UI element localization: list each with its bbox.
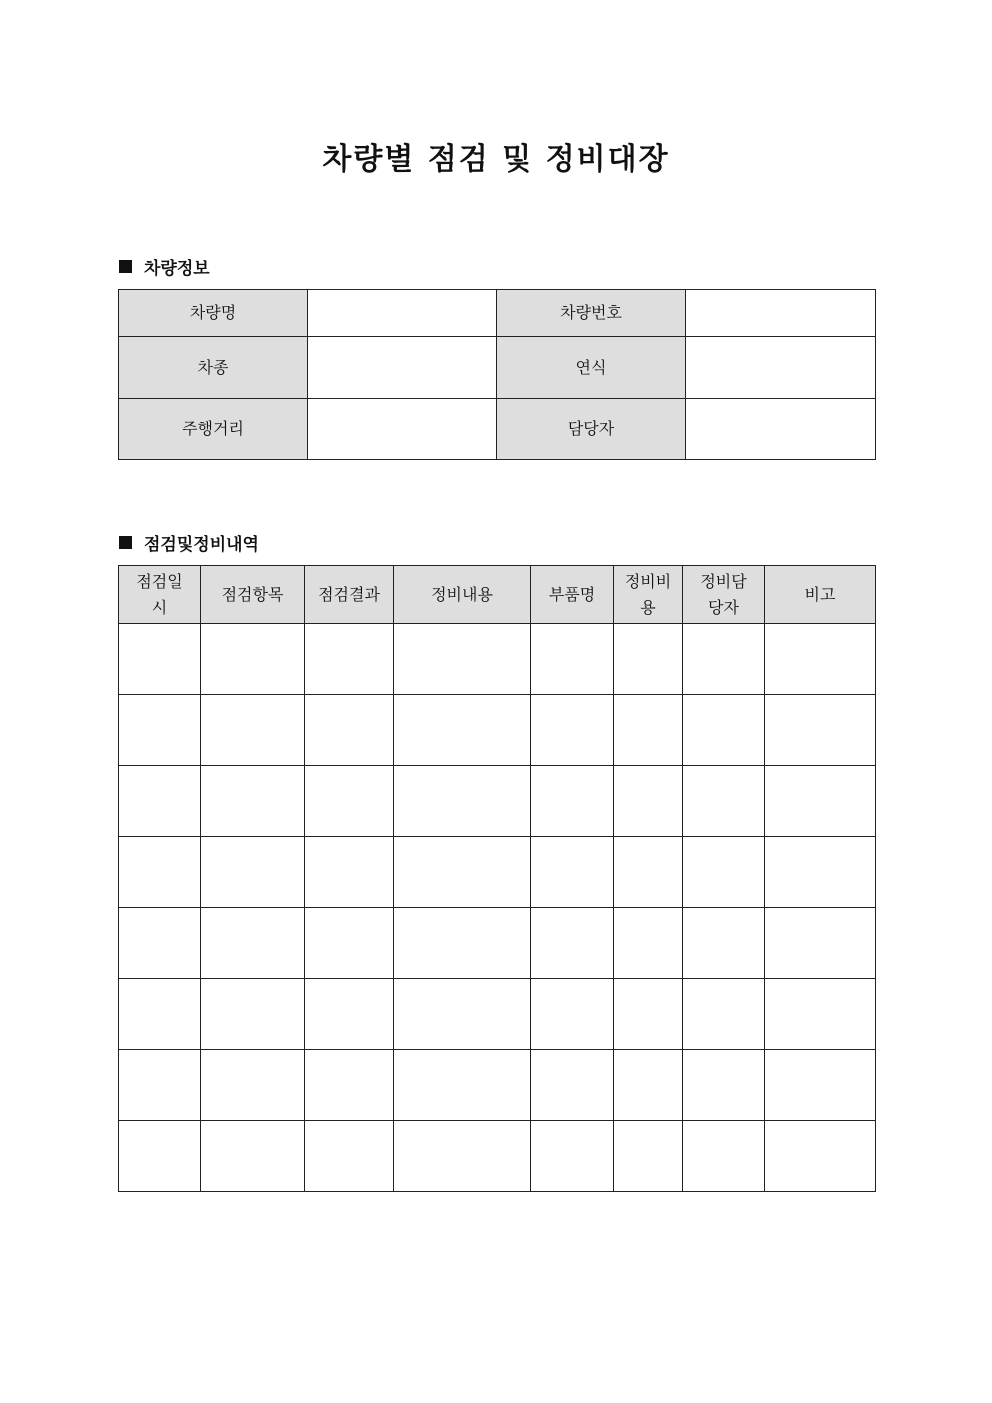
label-vehicle-number: 차량번호 bbox=[497, 290, 686, 337]
table-cell[interactable] bbox=[683, 908, 765, 979]
table-cell[interactable] bbox=[201, 908, 305, 979]
table-cell[interactable] bbox=[765, 837, 876, 908]
table-cell[interactable] bbox=[531, 1121, 614, 1192]
label-model-year: 연식 bbox=[497, 337, 686, 399]
table-cell[interactable] bbox=[614, 1121, 683, 1192]
col-maintenance-manager: 정비담당자 bbox=[683, 566, 765, 624]
table-cell[interactable] bbox=[683, 1121, 765, 1192]
table-cell[interactable] bbox=[305, 979, 394, 1050]
table-cell[interactable] bbox=[201, 766, 305, 837]
table-cell[interactable] bbox=[614, 766, 683, 837]
section-heading: 차량정보 bbox=[144, 259, 210, 279]
table-cell[interactable] bbox=[119, 624, 201, 695]
table-cell[interactable] bbox=[765, 1121, 876, 1192]
table-row bbox=[119, 766, 876, 837]
label-mileage: 주행거리 bbox=[119, 399, 308, 460]
table-cell[interactable] bbox=[683, 766, 765, 837]
table-cell[interactable] bbox=[531, 695, 614, 766]
table-cell[interactable] bbox=[394, 695, 531, 766]
table-cell[interactable] bbox=[394, 837, 531, 908]
col-remarks: 비고 bbox=[765, 566, 876, 624]
table-cell[interactable] bbox=[305, 837, 394, 908]
table-cell[interactable] bbox=[394, 1050, 531, 1121]
table-cell[interactable] bbox=[119, 1121, 201, 1192]
table-header-row bbox=[119, 566, 876, 624]
table-cell[interactable] bbox=[305, 908, 394, 979]
square-bullet-icon bbox=[119, 536, 132, 549]
table-cell[interactable] bbox=[683, 979, 765, 1050]
table-cell[interactable] bbox=[305, 766, 394, 837]
table-cell[interactable] bbox=[201, 837, 305, 908]
field-vehicle-type[interactable] bbox=[308, 337, 497, 399]
table-cell[interactable] bbox=[765, 1050, 876, 1121]
table-cell[interactable] bbox=[305, 1121, 394, 1192]
table-cell[interactable] bbox=[119, 1050, 201, 1121]
table-cell[interactable] bbox=[119, 766, 201, 837]
table-cell[interactable] bbox=[305, 695, 394, 766]
table-row bbox=[119, 908, 876, 979]
table-cell[interactable] bbox=[765, 624, 876, 695]
col-maintenance-cost: 정비비용 bbox=[614, 566, 683, 624]
section-heading: 점검및정비내역 bbox=[144, 535, 259, 555]
field-manager[interactable] bbox=[686, 399, 876, 460]
table-cell[interactable] bbox=[119, 695, 201, 766]
col-inspection-result: 점검결과 bbox=[305, 566, 394, 624]
table-cell[interactable] bbox=[201, 979, 305, 1050]
table-cell[interactable] bbox=[531, 1050, 614, 1121]
maintenance-log-table bbox=[118, 565, 876, 1192]
table-cell[interactable] bbox=[531, 979, 614, 1050]
col-part-name: 부품명 bbox=[531, 566, 614, 624]
table-row bbox=[119, 837, 876, 908]
field-mileage[interactable] bbox=[308, 399, 497, 460]
section-vehicle-info bbox=[119, 254, 210, 279]
table-cell[interactable] bbox=[683, 695, 765, 766]
table-cell[interactable] bbox=[394, 908, 531, 979]
table-cell[interactable] bbox=[614, 837, 683, 908]
table-cell[interactable] bbox=[765, 908, 876, 979]
page-title: 차량별 점검 및 정비대장 bbox=[322, 142, 670, 177]
table-cell[interactable] bbox=[614, 979, 683, 1050]
table-cell[interactable] bbox=[531, 837, 614, 908]
label-manager: 담당자 bbox=[497, 399, 686, 460]
field-vehicle-number[interactable] bbox=[686, 290, 876, 337]
table-cell[interactable] bbox=[305, 624, 394, 695]
label-vehicle-name: 차량명 bbox=[119, 290, 308, 337]
table-cell[interactable] bbox=[201, 1050, 305, 1121]
table-row bbox=[119, 624, 876, 695]
table-cell[interactable] bbox=[394, 1121, 531, 1192]
table-cell[interactable] bbox=[614, 1050, 683, 1121]
table-cell[interactable] bbox=[531, 766, 614, 837]
vehicle-info-table bbox=[118, 289, 876, 460]
square-bullet-icon bbox=[119, 260, 132, 273]
field-model-year[interactable] bbox=[686, 337, 876, 399]
table-cell[interactable] bbox=[683, 837, 765, 908]
table-cell[interactable] bbox=[683, 624, 765, 695]
table-cell[interactable] bbox=[119, 908, 201, 979]
table-cell[interactable] bbox=[119, 979, 201, 1050]
table-cell[interactable] bbox=[394, 624, 531, 695]
table-cell[interactable] bbox=[765, 695, 876, 766]
table-cell[interactable] bbox=[201, 1121, 305, 1192]
table-row bbox=[119, 695, 876, 766]
table-cell[interactable] bbox=[614, 695, 683, 766]
table-cell[interactable] bbox=[201, 695, 305, 766]
table-cell[interactable] bbox=[394, 766, 531, 837]
table-cell[interactable] bbox=[614, 908, 683, 979]
table-cell[interactable] bbox=[614, 624, 683, 695]
table-cell[interactable] bbox=[394, 979, 531, 1050]
section-maintenance-log bbox=[119, 530, 259, 555]
field-vehicle-name[interactable] bbox=[308, 290, 497, 337]
table-row bbox=[119, 979, 876, 1050]
table-cell[interactable] bbox=[119, 837, 201, 908]
table-cell[interactable] bbox=[305, 1050, 394, 1121]
col-maintenance-detail: 정비내용 bbox=[394, 566, 531, 624]
table-cell[interactable] bbox=[765, 979, 876, 1050]
table-cell[interactable] bbox=[531, 624, 614, 695]
table-row bbox=[119, 1050, 876, 1121]
col-inspection-date: 점검일시 bbox=[119, 566, 201, 624]
table-cell[interactable] bbox=[201, 624, 305, 695]
table-row bbox=[119, 1121, 876, 1192]
label-vehicle-type: 차종 bbox=[119, 337, 308, 399]
table-cell[interactable] bbox=[683, 1050, 765, 1121]
col-inspection-item: 점검항목 bbox=[201, 566, 305, 624]
table-cell[interactable] bbox=[531, 908, 614, 979]
table-cell[interactable] bbox=[765, 766, 876, 837]
